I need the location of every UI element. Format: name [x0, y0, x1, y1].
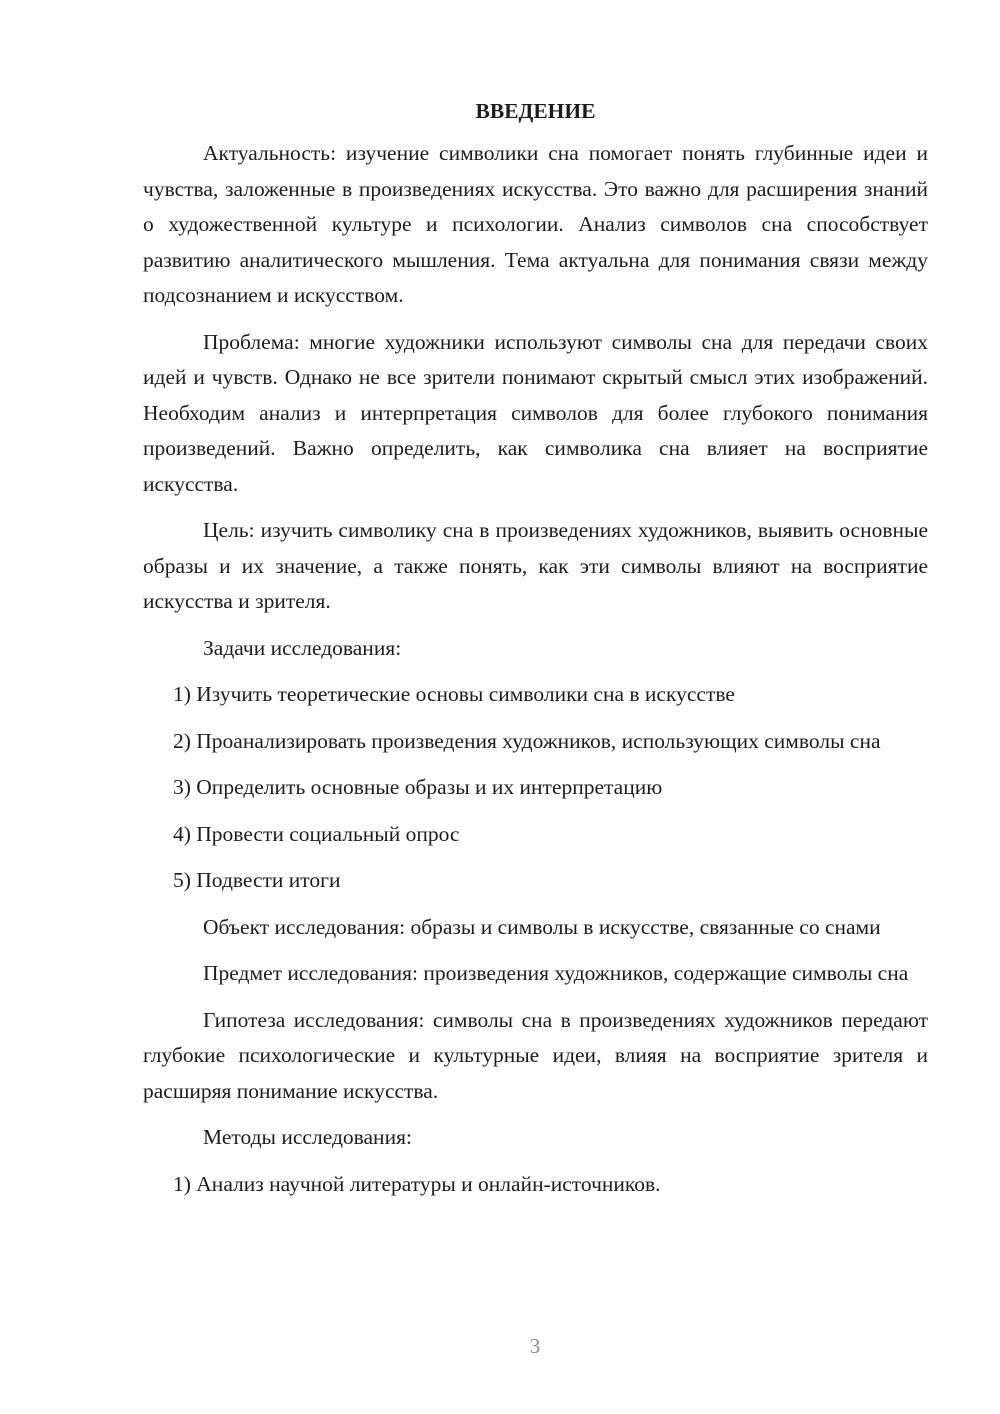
object-paragraph: Объект исследования: образы и символы в искусстве, связанные со снами [203, 914, 881, 939]
problem-paragraph: Проблема: многие художники используют символы сна для передачи своих идей и чувств. Однако не все зрители понимают скрытый смысл этих изображений. Необходим анализ и интерпретация символов для более глубокого понимания произведений. Важно определить, как символика сна влияет на восприятие искусства. [143, 329, 928, 496]
method-item-1: 1) Анализ научной литературы и онлайн-источников. [173, 1171, 661, 1196]
methods-heading: Методы исследования: [203, 1125, 412, 1149]
subject-paragraph: Предмет исследования: произведения художников, содержащие символы сна [203, 961, 909, 985]
task-item-2: 2) Проанализировать произведения художников, использующих символы сна [173, 728, 881, 753]
task-item-5: 5) Подвести итоги [173, 868, 341, 892]
tasks-heading: Задачи исследования: [203, 635, 402, 660]
relevance-paragraph: Актуальность: изучение символики сна помогает понять глубинные идеи и чувства, заложенные в произведениях искусства. Это важно для расширения знаний о художественной культуре и психологии. Анализ символов сна способствует развитию аналитического мышления. Тема актуальна для понимания связи между подсознанием и искусством. [143, 141, 928, 307]
hypothesis-paragraph: Гипотеза исследования: символы сна в произведениях художников передают глубокие психологические и культурные идеи, влияя на восприятие зрителя и расширяя понимание искусства. [143, 1007, 928, 1103]
page-number: 3 [529, 1334, 541, 1358]
goal-paragraph: Цель: изучить символику сна в произведениях художников, выявить основные образы и их значение, а также понять, как эти символы влияют на восприятие искусства и зрителя. [143, 518, 928, 613]
page-content [143, 96, 928, 1213]
page-title: ВВЕДЕНИЕ [475, 99, 596, 123]
task-item-3: 3) Определить основные образы и их интерпретацию [173, 775, 663, 799]
task-item-4: 4) Провести социальный опрос [173, 821, 460, 846]
task-item-1: 1) Изучить теоретические основы символики сна в искусстве [173, 682, 735, 706]
